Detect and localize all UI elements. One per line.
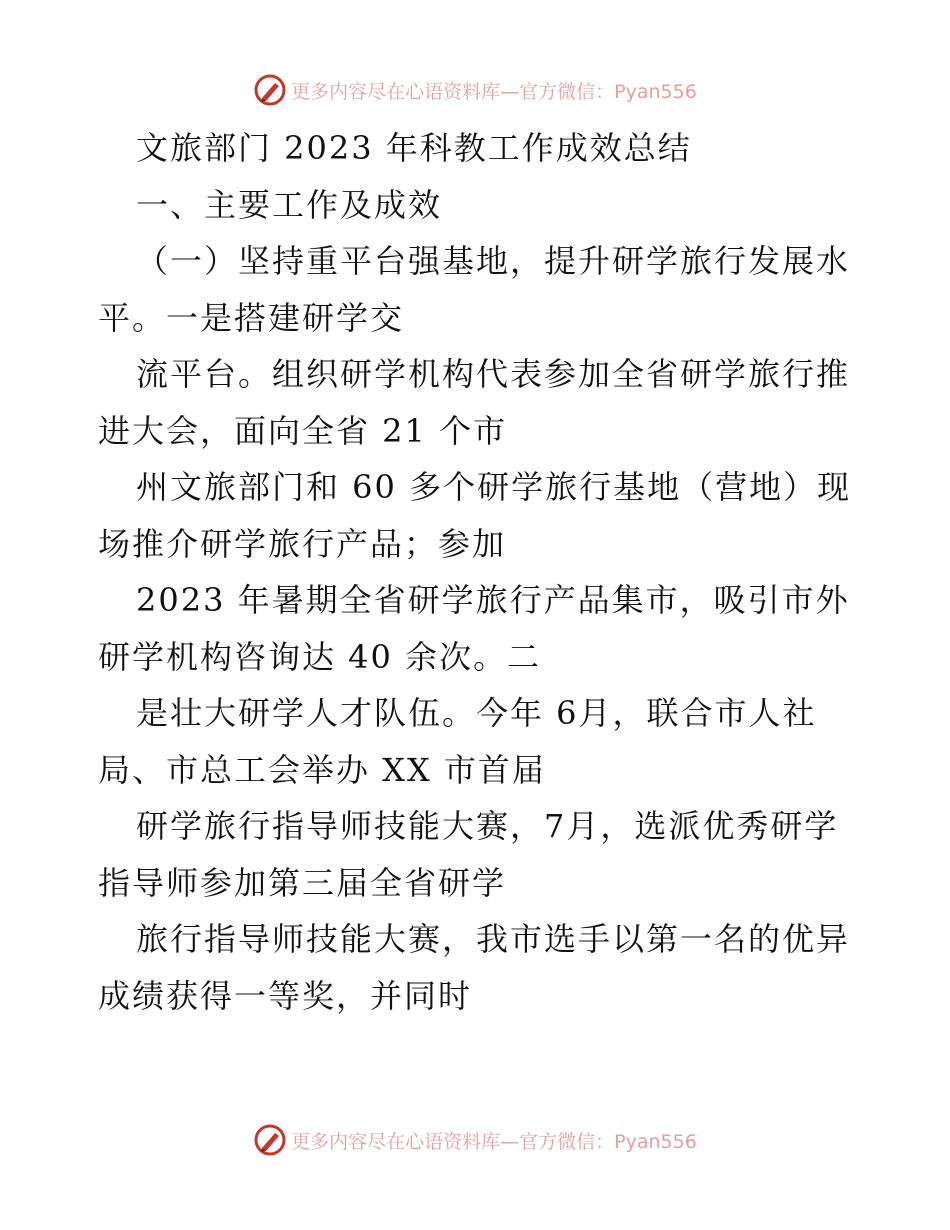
text-line: 平。一是搭建研学交 — [98, 298, 405, 337]
text-line: 一、主要工作及成效 — [136, 185, 443, 224]
text-line: 指导师参加第三届全省研学 — [98, 863, 507, 902]
pen-logo-icon — [253, 73, 287, 107]
text-line: 场推介研学旅行产品；参加 — [98, 524, 507, 563]
text-line: 成绩获得一等奖，并同时 — [98, 976, 473, 1015]
text-line: 研学旅行指导师技能大赛，7月，选派优秀研学 — [136, 807, 839, 845]
text-line: 文旅部门 2023 年科教工作成效总结 — [136, 129, 692, 167]
document-body — [98, 120, 868, 1024]
text-line: 是壮大研学人才队伍。今年 6月，联合市人社 — [136, 694, 817, 732]
text-line: 进大会，面向全省 21 个市 — [98, 411, 508, 450]
text-line: 研学机构咨询达 40 余次。二 — [98, 637, 542, 676]
text-line: 州文旅部门和 60 多个研学旅行基地（营地）现 — [136, 468, 852, 506]
watermark-header — [0, 72, 950, 108]
text-line: 旅行指导师技能大赛，我市选手以第一名的优异 — [136, 920, 851, 958]
watermark-text: 更多内容尽在心语资料库—官方微信：Pyan556 — [291, 80, 697, 103]
text-line: 2023 年暑期全省研学旅行产品集市，吸引市外 — [136, 581, 850, 619]
text-line: 流平台。组织研学机构代表参加全省研学旅行推 — [136, 355, 851, 393]
watermark-text: 更多内容尽在心语资料库—官方微信：Pyan556 — [291, 1130, 697, 1153]
pen-logo-icon — [253, 1123, 287, 1157]
watermark-footer — [0, 1122, 950, 1158]
text-line: （一）坚持重平台强基地，提升研学旅行发展水 — [136, 242, 851, 280]
text-line: 局、市总工会举办 XX 市首届 — [98, 750, 546, 789]
